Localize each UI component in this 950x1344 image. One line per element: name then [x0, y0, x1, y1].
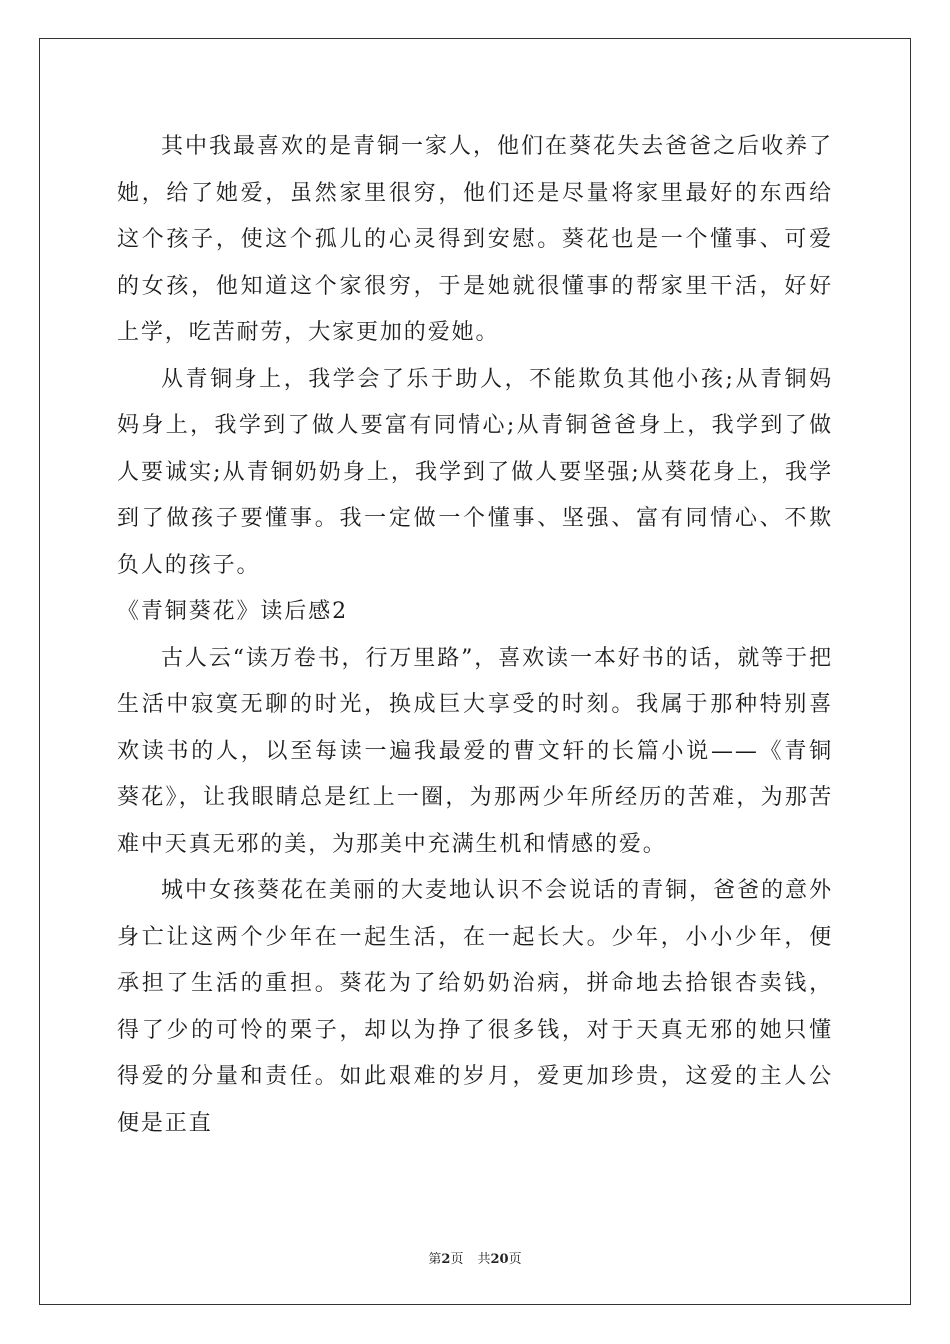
page-footer: [0, 1248, 950, 1267]
total-prefix: 共: [477, 1252, 491, 1267]
total-pages-number: 20: [490, 1252, 509, 1267]
page-suffix: 页: [450, 1252, 464, 1267]
page-prefix: 第: [428, 1252, 442, 1267]
current-page-number: 2: [441, 1252, 451, 1267]
section-heading: 《青铜葵花》读后感2: [117, 599, 348, 624]
paragraph-3: 古人云“读万卷书，行万里路”，喜欢读一本好书的话，就等于把生活中寂寞无聊的时光，换成巨大享受的时刻。我属于那种特别喜欢读书的人，以至每读一遍我最爱的曹文轩的长篇小说——《青铜葵花》，让我眼睛总是红上一圈，为那两少年所经历的苦难，为那苦难中天真无邪的美，为那美中充满生机和情感的爱。: [117, 645, 833, 857]
document-body: [117, 124, 833, 1147]
total-suffix: 页: [508, 1252, 522, 1267]
paragraph-1: 其中我最喜欢的是青铜一家人，他们在葵花失去爸爸之后收养了她，给了她爱，虽然家里很穷，他们还是尽量将家里最好的东西给这个孩子，使这个孤儿的心灵得到安慰。葵花也是一个懂事、可爱的女孩，他知道这个家很穷，于是她就很懂事的帮家里干活，好好上学，吃苦耐劳，大家更加的爱她。: [117, 134, 833, 345]
paragraph-2: 从青铜身上，我学会了乐于助人，不能欺负其他小孩;从青铜妈妈身上，我学到了做人要富有同情心;从青铜爸爸身上，我学到了做人要诚实;从青铜奶奶身上，我学到了做人要坚强;从葵花身上，我学到了做孩子要懂事。我一定做一个懂事、坚强、富有同情心、不欺负人的孩子。: [117, 366, 833, 578]
paragraph-4: 城中女孩葵花在美丽的大麦地认识不会说话的青铜，爸爸的意外身亡让这两个少年在一起生活，在一起长大。少年，小小少年，便承担了生活的重担。葵花为了给奶奶治病，拼命地去拾银杏卖钱，得了少的可怜的栗子，却以为挣了很多钱，对于天真无邪的她只懂得爱的分量和责任。如此艰难的岁月，爱更加珍贵，这爱的主人公便是正直: [117, 878, 833, 1136]
